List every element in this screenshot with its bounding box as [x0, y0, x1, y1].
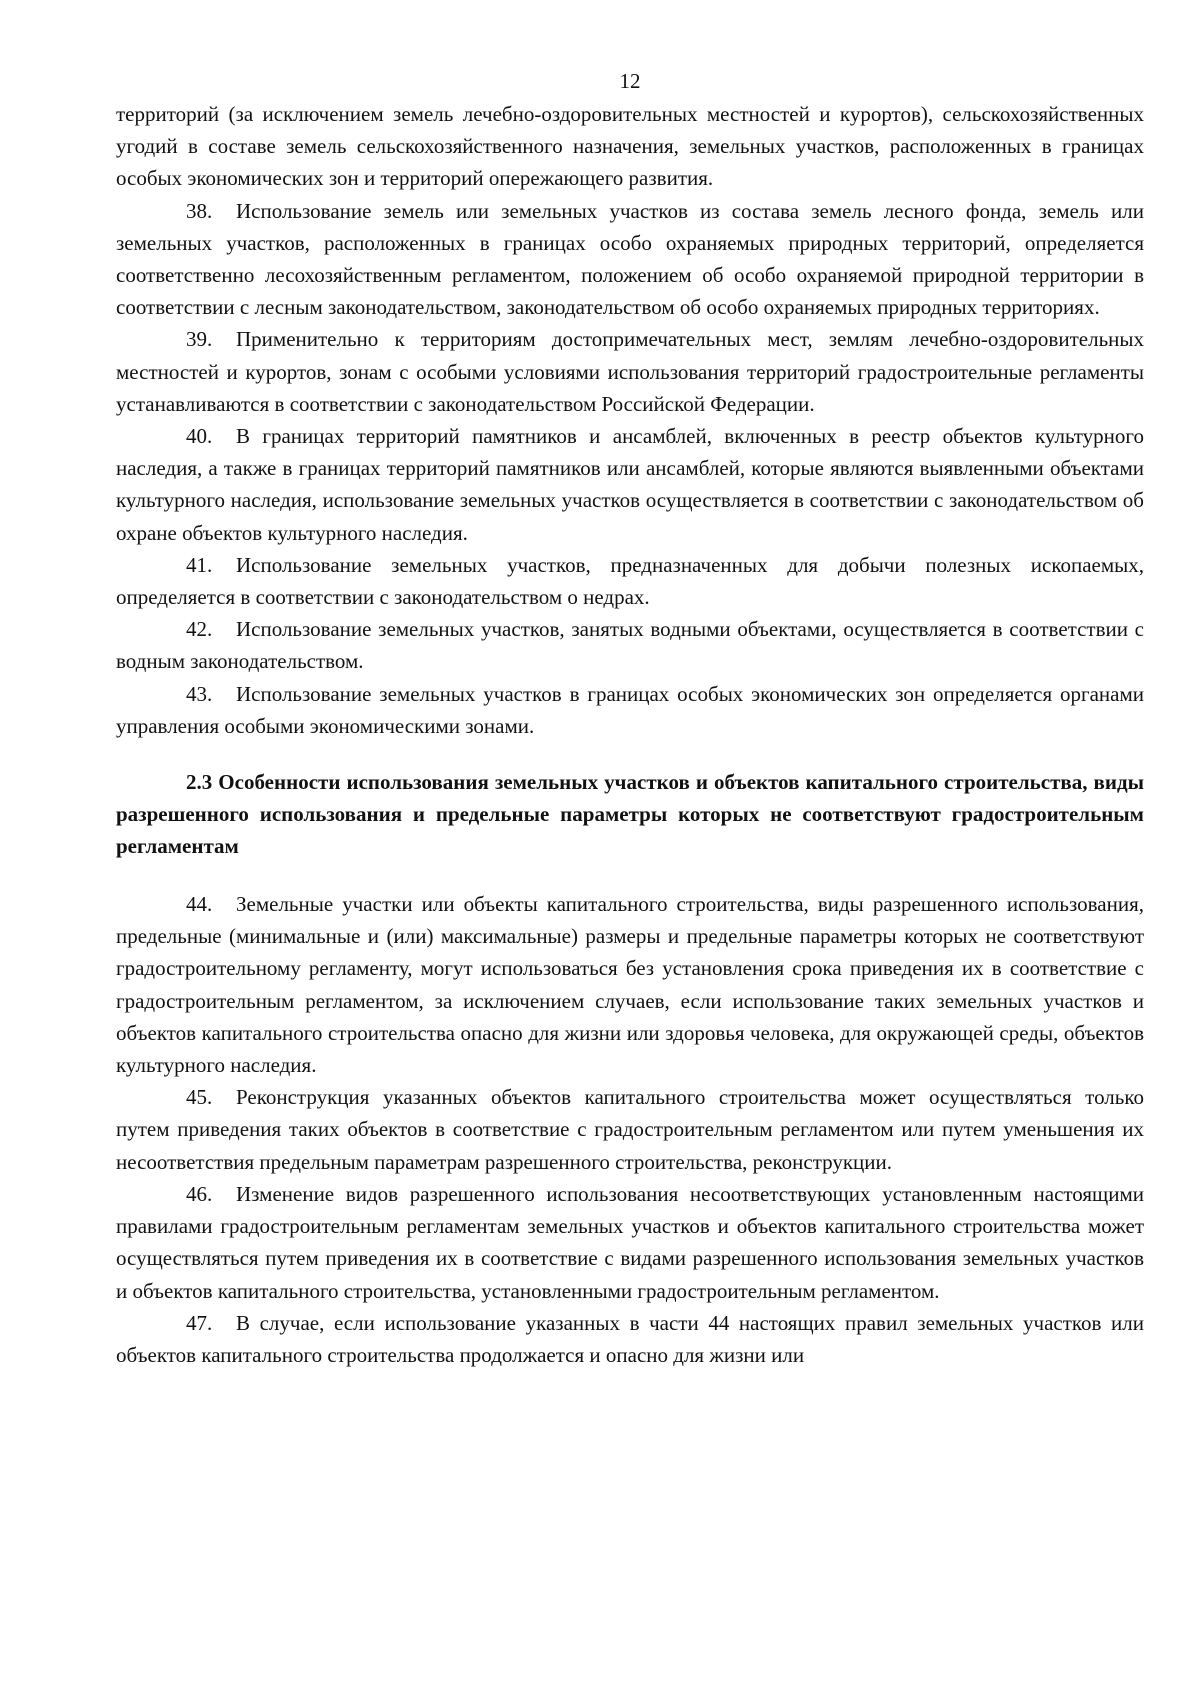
paragraph-number: 47. — [186, 1310, 213, 1335]
paragraph-number: 43. — [186, 681, 213, 706]
paragraph-42 — [116, 613, 1144, 677]
paragraph-text: В границах территорий памятников и ансамблей, включенных в реестр объектов культурного наследия, а также в границах территорий памятников или ансамблей, которые являются выявленными объектами культурного наследия, использование земельных участков осуществляется в соответствии с законодательством об охране объектов культурного наследия. — [116, 424, 1144, 545]
paragraph-number: 46. — [186, 1181, 213, 1206]
paragraph-44 — [116, 888, 1144, 1081]
paragraph-41 — [116, 549, 1144, 613]
page-number: 12 — [619, 69, 641, 93]
paragraph-text: Применительно к территориям достопримечательных мест, землям лечебно-оздоровительных местностей и курортов, зонам с особыми условиями использования территорий градостроительные регламенты устанавливаются в соответствии с законодательством Российской Федерации. — [116, 327, 1144, 416]
paragraph-number: 40. — [186, 424, 213, 449]
section-heading: 2.3 Особенности использования земельных участков и объектов капитального строительства, виды разрешенного использования и предельные параметры которых не соответствуют градостроительным регламентам — [116, 770, 1144, 859]
paragraph-46 — [116, 1178, 1144, 1307]
paragraph-45 — [116, 1081, 1144, 1178]
paragraph-text: Использование земельных участков, занятых водными объектами, осуществляется в соответствии с водным законодательством. — [116, 617, 1144, 674]
paragraph-number: 44. — [186, 892, 213, 917]
paragraph-43 — [116, 678, 1144, 742]
paragraph-number: 41. — [186, 552, 213, 577]
paragraph-number: 45. — [186, 1085, 213, 1110]
paragraph-text: Использование земель или земельных участков из состава земель лесного фонда, земель или земельных участков, расположенных в границах особо охраняемых природных территорий, определяется соответственно лесохозяйственным регламентом, положением об особо охраняемой природной территории в соответствии с лесным законодательством, законодательством об особо охраняемых природных территориях. — [116, 198, 1144, 320]
paragraph-text: Использование земельных участков в границах особых экономических зон определяется органами управления особыми экономическими зонами. — [116, 681, 1144, 738]
paragraph-40 — [116, 420, 1144, 549]
paragraph-number: 42. — [186, 617, 213, 642]
paragraph-text: Земельные участки или объекты капитального строительства, виды разрешенного использования, предельные (минимальные и (или) максимальные) размеры и предельные параметры которых не соответствуют градостроительному регламенту, могут использоваться без установления срока приведения их в соответствие с градостроительным регламентом, за исключением случаев, если использование таких земельных участков и объектов капитального строительства опасно для жизни или здоровья человека, для окружающей среды, объектов культурного наследия. — [116, 892, 1144, 1078]
paragraph-47 — [116, 1307, 1144, 1371]
document-page — [116, 66, 1144, 1371]
paragraph-number: 38. — [186, 198, 213, 223]
paragraph-continued — [116, 98, 1144, 195]
paragraph-38 — [116, 195, 1144, 324]
paragraph-text: территорий (за исключением земель лечебно-оздоровительных местностей и курортов), сельскохозяйственных угодий в составе земель сельскохозяйственного назначения, земельных участков, расположенных в границах особых экономических зон и территорий опережающего развития. — [116, 102, 1144, 191]
paragraph-text: Изменение видов разрешенного использования несоответствующих установленным настоящими правилами градостроительным регламентам земельных участков и объектов капитального строительства может осуществляться путем приведения их в соответствие с видами разрешенного использования земельных участков и объектов капитального строительства, установленными градостроительным регламентом. — [116, 1181, 1144, 1303]
paragraph-text: В случае, если использование указанных в части 44 настоящих правил земельных участков или объектов капитального строительства продолжается и опасно для жизни или — [116, 1310, 1144, 1367]
paragraph-text: Реконструкция указанных объектов капитального строительства может осуществляться только путем приведения таких объектов в соответствие с градостроительным регламентом или путем уменьшения их несоответствия предельным параметрам разрешенного строительства, реконструкции. — [116, 1085, 1144, 1174]
paragraph-39 — [116, 323, 1144, 420]
paragraph-text: Использование земельных участков, предназначенных для добычи полезных ископаемых, определяется в соответствии с законодательством о недрах. — [116, 552, 1144, 610]
paragraph-number: 39. — [186, 327, 213, 352]
